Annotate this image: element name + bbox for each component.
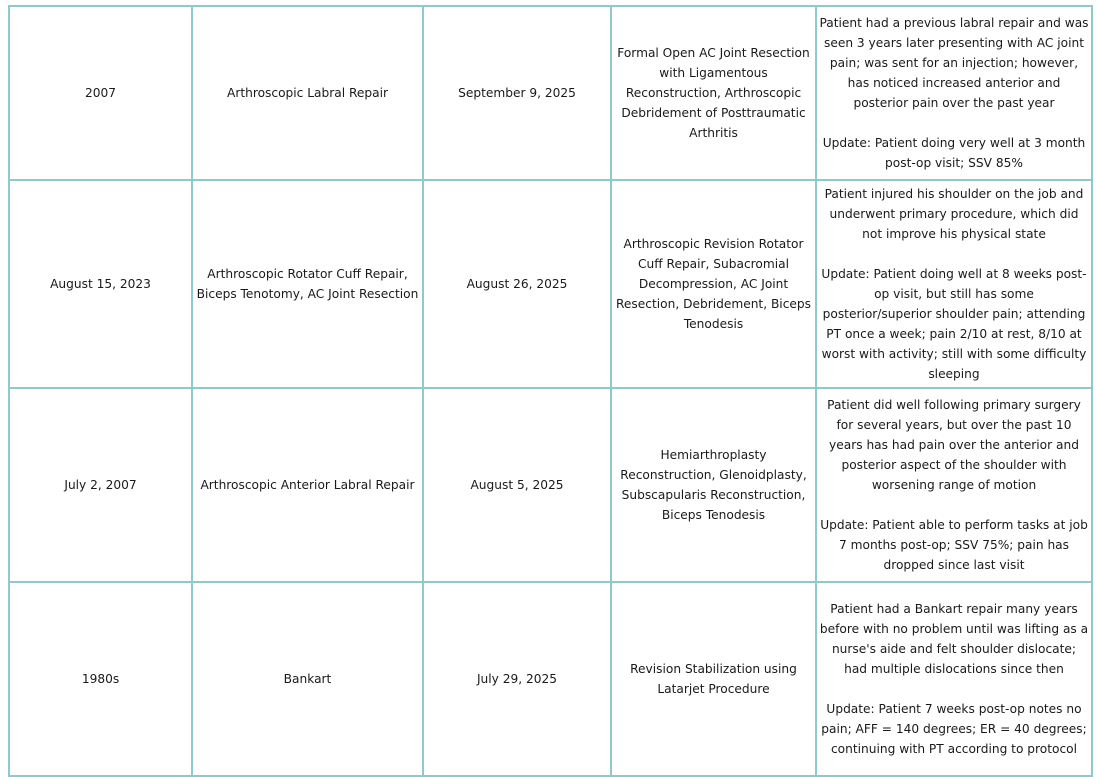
update-text: Update: Patient 7 weeks post-op notes no pain; AFF = 140 degrees; ER = 40 degrees; continuing with PT according to protocol: [821, 702, 1087, 756]
primary-date-cell: 1980s: [9, 582, 192, 776]
history-text: Patient injured his shoulder on the job and underwent primary procedure, which did not improve his physical state: [824, 187, 1084, 241]
history-text: Patient had a previous labral repair and was seen 3 years later presenting with AC joint pain; was sent for an injection; however, has noticed increased anterior and posterior pain over the past year: [819, 16, 1089, 110]
revision-date-cell: July 29, 2025: [423, 582, 611, 776]
table-row: [9, 180, 1092, 388]
table-row: [9, 582, 1092, 776]
revision-procedure-cell: Formal Open AC Joint Resection with Ligamentous Reconstruction, Arthroscopic Debridement of Posttraumatic Arthritis: [611, 6, 816, 180]
update-text: Update: Patient able to perform tasks at job 7 months post-op; SSV 75%; pain has dropped since last visit: [820, 518, 1088, 572]
revision-date-cell: August 5, 2025: [423, 388, 611, 582]
notes-cell: [816, 582, 1092, 776]
history-text: Patient had a Bankart repair many years before with no problem until was lifting as a nurse's aide and felt shoulder dislocate; had multiple dislocations since then: [819, 602, 1089, 676]
primary-procedure-cell: Arthroscopic Anterior Labral Repair: [192, 388, 423, 582]
update-text: Update: Patient doing very well at 3 month post-op visit; SSV 85%: [822, 136, 1086, 170]
primary-procedure-cell: Arthroscopic Labral Repair: [192, 6, 423, 180]
table-row: [9, 6, 1092, 180]
notes-cell: [816, 6, 1092, 180]
primary-date-cell: August 15, 2023: [9, 180, 192, 388]
update-text: Update: Patient doing well at 8 weeks post-op visit, but still has some posterior/superior shoulder pain; attending PT once a week; pain 2/10 at rest, 8/10 at worst with activity; still with some difficulty sleeping: [821, 267, 1087, 381]
notes-cell: [816, 388, 1092, 582]
primary-procedure-cell: Arthroscopic Rotator Cuff Repair, Biceps Tenotomy, AC Joint Resection: [192, 180, 423, 388]
revision-procedure-cell: Hemiarthroplasty Reconstruction, Glenoidplasty, Subscapularis Reconstruction, Biceps Tenodesis: [611, 388, 816, 582]
primary-procedure-cell: Bankart: [192, 582, 423, 776]
revision-date-cell: August 26, 2025: [423, 180, 611, 388]
table-row: [9, 388, 1092, 582]
revision-date-cell: September 9, 2025: [423, 6, 611, 180]
revision-procedure-cell: Arthroscopic Revision Rotator Cuff Repair, Subacromial Decompression, AC Joint Resection, Debridement, Biceps Tenodesis: [611, 180, 816, 388]
notes-cell: [816, 180, 1092, 388]
patient-table: [8, 5, 1093, 777]
history-text: Patient did well following primary surgery for several years, but over the past 10 years has had pain over the anterior and posterior aspect of the shoulder with worsening range of motion: [827, 398, 1081, 492]
revision-procedure-cell: Revision Stabilization using Latarjet Procedure: [611, 582, 816, 776]
primary-date-cell: July 2, 2007: [9, 388, 192, 582]
primary-date-cell: 2007: [9, 6, 192, 180]
